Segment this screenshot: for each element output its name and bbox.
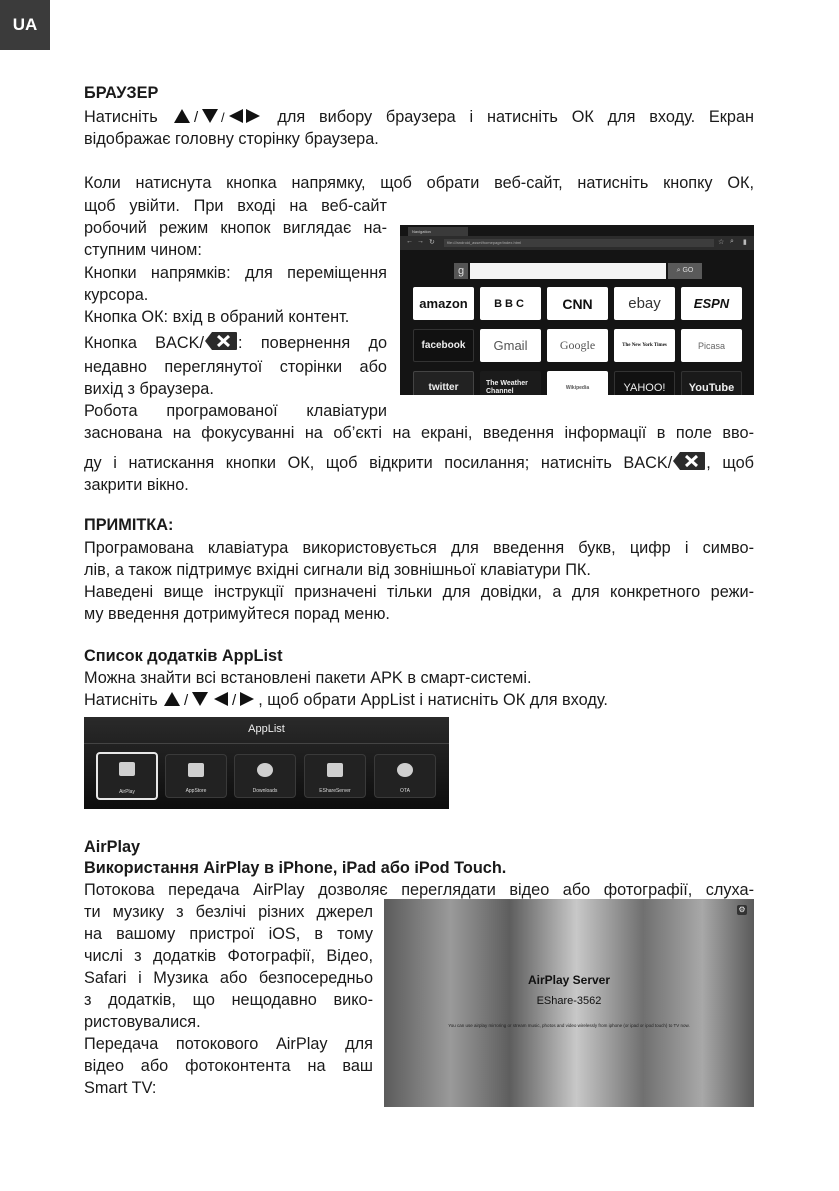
airplay-line: на вашому пристрої iOS, в тому — [84, 925, 373, 943]
appstore-icon — [188, 763, 204, 777]
svg-text:/: / — [184, 692, 189, 707]
browser-line: Робота програмованої клавіатури — [84, 402, 387, 420]
browser-screenshot — [400, 225, 754, 395]
go-label: GO — [682, 267, 694, 274]
star-icon[interactable]: ☆ — [718, 239, 725, 246]
browser-line: заснована на фокусуванні на об’єкті на екрані, введення інформації в поле вво- — [84, 424, 754, 442]
airplay-server-title: AirPlay Server — [527, 973, 611, 987]
language-tab: UA — [0, 0, 50, 50]
tile-picasa[interactable]: Picasa — [681, 329, 742, 362]
tile-google[interactable]: Google — [547, 329, 608, 362]
text: Кнопка BACK/ — [84, 334, 205, 352]
airplay-screenshot — [384, 899, 754, 1107]
tile-espn[interactable]: ESPN — [681, 287, 742, 320]
ota-icon — [397, 763, 413, 777]
app-label: Downloads — [252, 788, 278, 794]
go-button[interactable] — [668, 263, 702, 279]
browser-line: закрити вікно. — [84, 476, 189, 494]
applist-title: AppList — [248, 723, 285, 735]
browser-line: щоб увійти. При вході на веб-сайт — [84, 197, 387, 215]
app-downloads[interactable] — [234, 754, 296, 798]
airplay-line: Передача потокового AirPlay для — [84, 1035, 373, 1053]
text: , щоб — [706, 454, 755, 472]
text: Натисніть — [84, 691, 158, 709]
tile-nytimes[interactable]: The New York Times — [614, 329, 675, 362]
browser-line: Кнопка ОК: вхід в обраний контент. — [84, 308, 350, 326]
applist-screenshot — [84, 717, 449, 809]
tile-ebay[interactable]: ebay — [614, 287, 675, 320]
text: для вибору браузера і натисніть ОК для входу. Екран — [277, 108, 754, 126]
airplay-line: ти музику з безлічі різних джерел — [84, 903, 373, 921]
applist-line: Можна знайти всі встановлені пакети APK в смарт-системі. — [84, 669, 532, 687]
text: ду і натискання кнопки ОК, щоб відкрити посилання; натисніть BACK/ — [84, 454, 673, 472]
note-line: Наведені вище інструкції призначені тільки для довідки, а для конкретного режи- — [84, 583, 754, 601]
browser-line: вихід з браузера. — [84, 380, 214, 398]
reload-icon[interactable]: ↻ — [429, 239, 435, 246]
tile-twitter[interactable]: twitter — [413, 371, 474, 395]
svg-text:/: / — [232, 692, 237, 707]
app-eshareserver[interactable] — [304, 754, 366, 798]
app-ota[interactable] — [374, 754, 436, 798]
airplay-line: Smart TV: — [84, 1079, 157, 1097]
browser-homepage — [400, 250, 754, 395]
app-label: AppStore — [185, 788, 207, 794]
note-line: му введення дотримуйтеся порад меню. — [84, 605, 390, 623]
download-icon — [257, 763, 273, 777]
search-icon[interactable]: ⌕ — [730, 238, 734, 245]
note-line: лів, а також підтримує вхідні сигнали від зовнішньої клавіатури ПК. — [84, 561, 591, 579]
tile-bbc[interactable]: BBC — [480, 287, 541, 320]
browser-line: курсора. — [84, 286, 149, 304]
bookmark-icon[interactable]: ▮ — [743, 239, 747, 246]
app-appstore[interactable] — [165, 754, 227, 798]
airplay-heading: AirPlay — [84, 838, 141, 856]
eshare-icon — [327, 763, 343, 777]
text: : повернення до — [238, 334, 388, 352]
airplay-device-name: EShare-3562 — [536, 995, 602, 1007]
back-key-icon — [204, 331, 238, 351]
tile-weather-channel[interactable]: The Weather Channel — [480, 371, 541, 395]
back-key-icon — [672, 451, 706, 471]
browser-line: ступним чином: — [84, 241, 202, 259]
airplay-subheading: Використання AirPlay в iPhone, iPad або iPod Touch. — [84, 859, 507, 877]
browser-line: Кнопки напрямків: для переміщення — [84, 264, 387, 282]
gear-icon[interactable]: ⚙ — [738, 905, 746, 914]
search-icon: ⌕ — [676, 267, 683, 274]
divider — [84, 743, 449, 744]
note-line: Програмована клавіатура використовується для введення букв, цифр і симво- — [84, 539, 754, 557]
applist-line — [84, 689, 608, 711]
note-heading: ПРИМІТКА: — [84, 516, 174, 534]
search-logo: g — [454, 263, 468, 279]
airplay-line: Safari і Музика або безпосередньо — [84, 969, 373, 987]
airplay-line: з додатків, що нещодавно вико- — [84, 991, 373, 1009]
airplay-icon — [119, 762, 135, 776]
browser-address-bar — [400, 236, 754, 250]
url-field[interactable]: file:///android_asset/homepage/index.html — [444, 239, 714, 247]
browser-heading: БРАУЗЕР — [84, 84, 159, 102]
airplay-line: відео або фотоконтента на ваш — [84, 1057, 373, 1075]
browser-tab[interactable]: Navigation — [408, 227, 468, 236]
browser-line: недавно переглянутої сторінки або — [84, 358, 387, 376]
search-input[interactable] — [470, 263, 666, 279]
app-label: AirPlay — [119, 789, 135, 795]
forward-arrow-icon[interactable]: → — [417, 238, 424, 245]
svg-text:/: / — [193, 109, 198, 124]
tile-gmail[interactable]: Gmail — [480, 329, 541, 362]
browser-line: робочий режим кнопок виглядає на- — [84, 219, 387, 237]
text: Натисніть — [84, 108, 158, 126]
applist-heading: Список додатків AppList — [84, 647, 283, 665]
arrow-keys-icon — [162, 691, 258, 707]
airplay-line: Потокова передача AirPlay дозволяє переглядати відео або фотографії, слуха- — [84, 881, 754, 899]
text: , щоб обрати AppList і натисніть ОК для входу. — [258, 691, 608, 709]
tile-yahoo[interactable]: YAHOO! — [614, 371, 675, 395]
tile-wikipedia[interactable]: Wikipedia — [547, 371, 608, 395]
arrow-keys-icon — [172, 108, 264, 124]
browser-line-back — [84, 451, 754, 474]
airplay-info-text: You can use airplay mirroring or stream music, photos and video wirelessly from iphone (or ipad or ipod touch) to TV now. — [448, 1023, 690, 1028]
browser-para-1-line-2: відображає головну сторінку браузера. — [84, 130, 379, 148]
svg-text:/: / — [220, 110, 225, 124]
app-label: OTA — [400, 788, 410, 794]
tile-facebook[interactable]: facebook — [413, 329, 474, 362]
tile-amazon[interactable]: amazon — [413, 287, 474, 320]
browser-para-2-line-1: Коли натиснута кнопка напрямку, щоб обрати веб-сайт, натисніть кнопку ОК, — [84, 174, 754, 192]
app-label: EShareServer — [319, 788, 351, 794]
app-airplay[interactable] — [96, 752, 158, 800]
browser-para-1-line-1 — [84, 106, 754, 128]
back-button-line — [84, 331, 387, 354]
airplay-line: ристовувалися. — [84, 1013, 201, 1031]
tile-cnn[interactable]: CNN — [547, 287, 608, 320]
airplay-line: числі з додатків Фотографії, Відео, — [84, 947, 373, 965]
back-arrow-icon[interactable]: ← — [406, 238, 413, 245]
tile-youtube[interactable]: YouTube — [681, 371, 742, 395]
browser-tab-bar — [400, 225, 754, 236]
